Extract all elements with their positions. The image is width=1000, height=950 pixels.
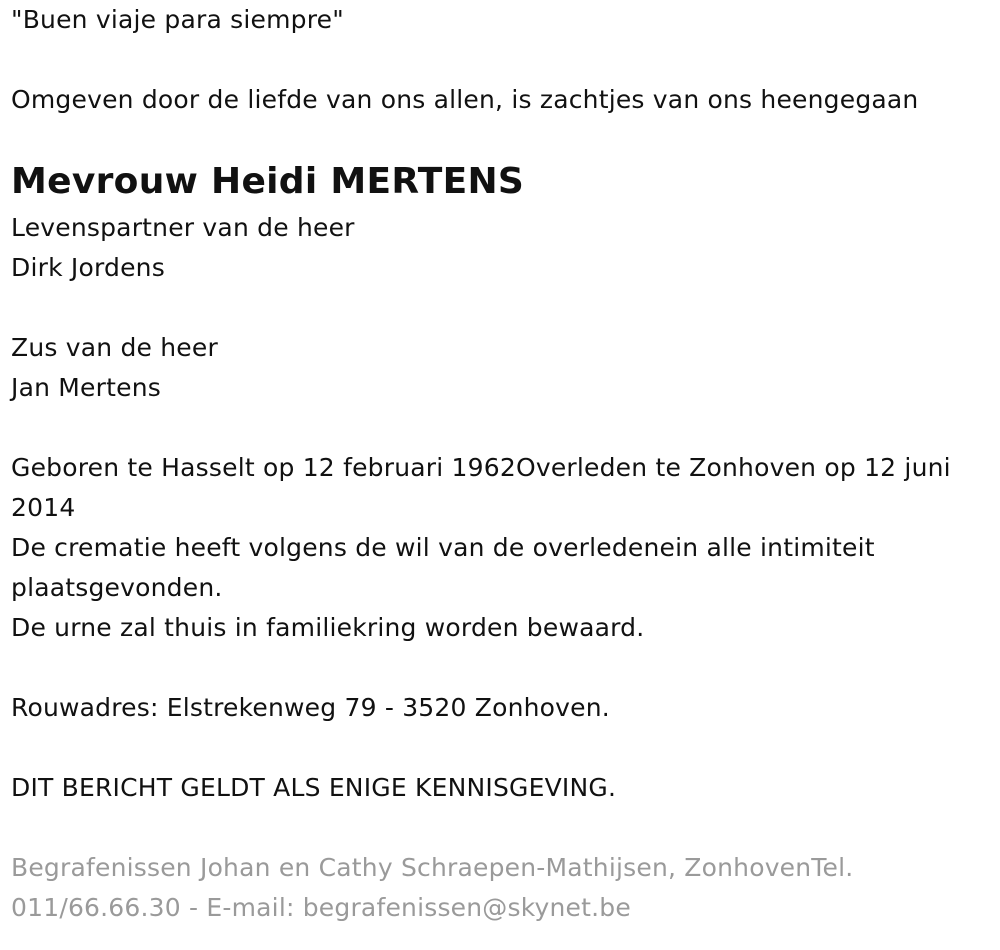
spacer [11,648,986,688]
quote-text: "Buen viaje para siempre" [11,5,344,34]
intro-text: Omgeven door de liefde van ons allen, is zachtjes van ons heengegaan [11,85,919,114]
spacer [11,408,986,448]
spacer [11,808,986,848]
partner-name: Dirk Jordens [11,253,165,282]
partner-relation: Levenspartner van de heer [11,213,355,242]
spacer [11,40,986,80]
spacer [11,120,986,160]
notice-statement: DIT BERICHT GELDT ALS ENIGE KENNISGEVING. [11,773,617,802]
cremation-text: De crematie heeft volgens de wil van de overledenein alle intimiteit plaatsgevonden. [11,533,883,602]
funeral-home-contact: Begrafenissen Johan en Cathy Schraepen-Mathijsen, ZonhovenTel. 011/66.66.30 - E-mail: begrafenissen@skynet.be [11,853,862,922]
sibling-relation: Zus van de heer [11,333,218,362]
spacer [11,288,986,328]
obituary-notice [11,0,986,928]
birth-death-text: Geboren te Hasselt op 12 februari 1962Overleden te Zonhoven op 12 juni 2014 [11,453,959,522]
mourning-address: Rouwadres: Elstrekenweg 79 - 3520 Zonhoven. [11,693,610,722]
deceased-name: Mevrouw Heidi MERTENS [11,161,525,202]
spacer [11,728,986,768]
sibling-name: Jan Mertens [11,373,161,402]
urn-text: De urne zal thuis in familiekring worden bewaard. [11,613,645,642]
